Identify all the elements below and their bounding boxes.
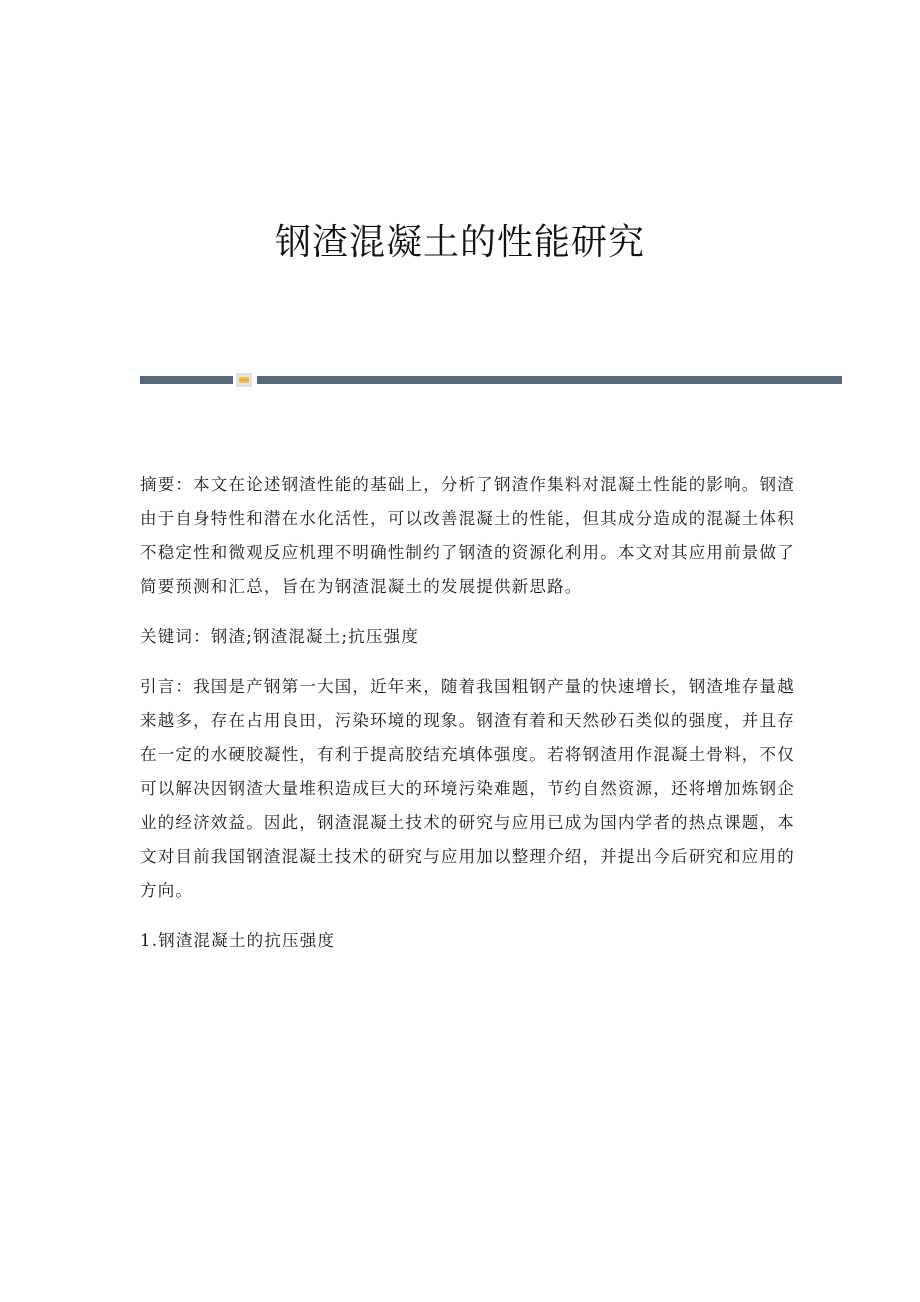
section-heading: 1.钢渣混凝土的抗压强度 bbox=[140, 931, 336, 950]
divider-bar-left bbox=[140, 376, 233, 384]
document-title: 钢渣混凝土的性能研究 bbox=[274, 222, 645, 263]
introduction-paragraph: 引言：我国是产钢第一大国，近年来，随着我国粗钢产量的快速增长，钢渣堆存量越来越多，存在占用良田，污染环境的现象。钢渣有着和天然砂石类似的强度，并且存在一定的水硬胶凝性，有利于提高胶结充填体强度。若将钢渣用作混凝土骨料，不仅可以解决因钢渣大量堆积造成巨大的环境污染难题，节约自然资源，还将增加炼钢企业的经济效益。因此，钢渣混凝土技术的研究与应用已成为国内学者的热点课题，本文对目前我国钢渣混凝土技术的研究与应用加以整理介绍，并提出今后研究和应用的方向。 bbox=[140, 677, 795, 900]
abstract-paragraph: 摘要：本文在论述钢渣性能的基础上，分析了钢渣作集料对混凝土性能的影响。钢渣由于自身特性和潜在水化活性，可以改善混凝土的性能，但其成分造成的混凝土体积不稳定性和微观反应机理不明确性制约了钢渣的资源化利用。本文对其应用前景做了简要预测和汇总，旨在为钢渣混凝土的发展提供新思路。 bbox=[140, 475, 795, 596]
keywords-paragraph: 关键词：钢渣;钢渣混凝土;抗压强度 bbox=[140, 627, 420, 646]
document-body bbox=[140, 468, 800, 958]
title-divider bbox=[140, 372, 842, 388]
divider-bar-right bbox=[257, 376, 842, 384]
folder-icon bbox=[236, 372, 252, 388]
